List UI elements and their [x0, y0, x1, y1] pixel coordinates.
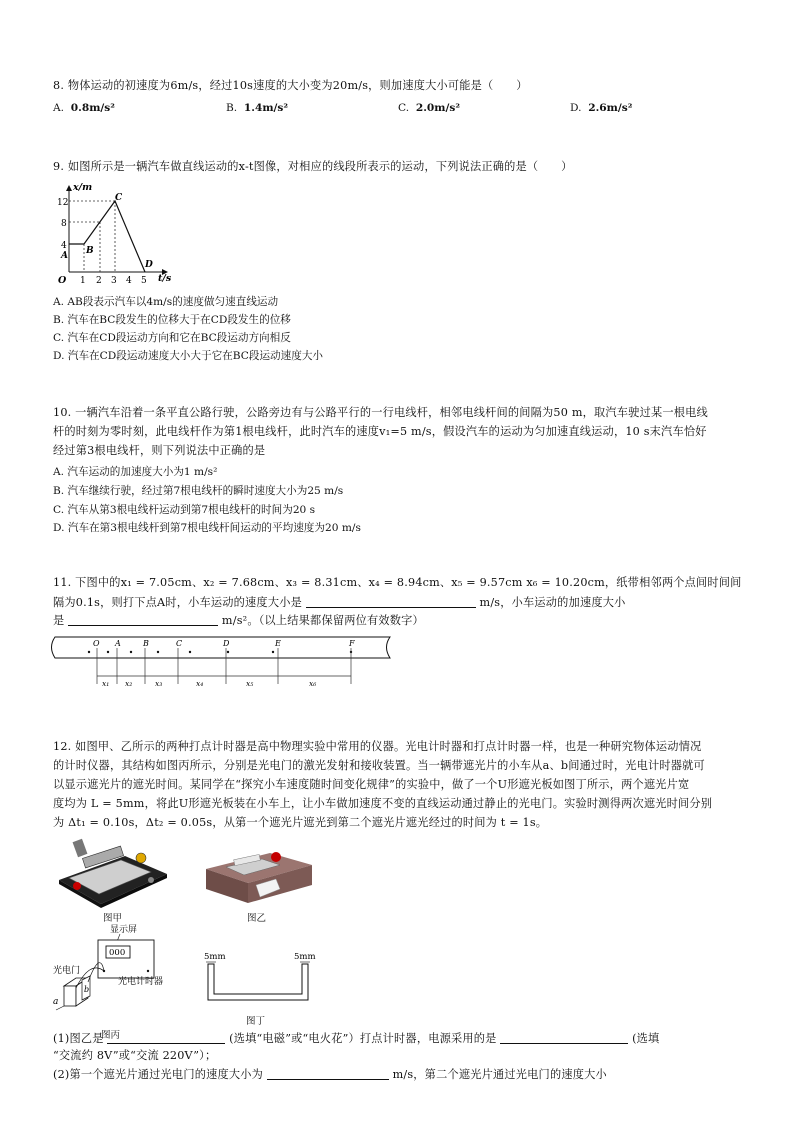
x-tick-5: 5 [141, 276, 147, 286]
q12-sub1-line-2: “交流约 8V”或“交流 220V”）； [53, 1049, 217, 1062]
electromagnetic-timer-image [55, 838, 170, 910]
tape-seg-x4: x₄ [196, 679, 204, 688]
y-tick-8: 8 [61, 219, 67, 229]
tape-seg-x1: x₁ [102, 679, 110, 688]
q11-line-1: 11. 下图中的x₁ = 7.05cm、x₂ = 7.68cm、x₃ = 8.31cm、x₄ = 8.94cm、x₅ = 9.57cm x₆ = 10.20cm，纸带相邻两个点间时间间 [53, 576, 742, 589]
tape-dot [107, 651, 109, 653]
x-tick-4: 4 [126, 276, 132, 286]
y-axis-label: x/m [73, 182, 93, 193]
option-letter: D. [570, 102, 582, 114]
x-tick-1: 1 [80, 276, 86, 286]
q9-option-c[interactable]: C. 汽车在CD段运动方向和它在BC段运动方向相反 [53, 332, 291, 344]
paper-tape [52, 637, 391, 658]
tape-seg-x3: x₃ [155, 679, 163, 688]
sub2-tail: m/s，第二个遮光片通过光电门的速度大小 [392, 1068, 607, 1081]
q12-line-2: 的计时仪器，其结构如图丙所示，分别是光电门的激光发射和接收装置。当一辆带遮光片的小车从a、b间通过时，光电计时器就可 [53, 759, 705, 772]
photo-timer-label: 光电计时器 [118, 977, 164, 987]
q9-option-b[interactable]: B. 汽车在BC段发生的位移大于在CD段发生的位移 [53, 314, 291, 326]
q10-option-d[interactable]: D. 汽车在第3根电线杆到第7根电线杆间运动的平均速度为20 m/s [53, 522, 361, 534]
q12-sub1-line [53, 1030, 659, 1046]
gate-a-label: a [53, 997, 59, 1007]
photogate-schematic [50, 920, 180, 1025]
tape-seg-x6: x₆ [309, 679, 317, 688]
q12-line-3: 以显示遮光片的遮光时间。某同学在“探究小车速度随时间变化规律”的实验中，做了一个U形遮光板如图丁所示，两个遮光片宽 [53, 778, 690, 791]
q9-option-d[interactable]: D. 汽车在CD段运动速度大小大于它在BC段运动速度大小 [53, 350, 324, 362]
figure-ding-caption: 图丁 [246, 1016, 266, 1027]
q9-stem: 9. 如图所示是一辆汽车做直线运动的x-t图像，对相应的线段所表示的运动，下列说法正确的是（ ） [53, 160, 573, 173]
sub2-text: (2)第一个遮光片通过光电门的速度大小为 [53, 1068, 264, 1081]
width-label-left: 5mm [204, 952, 226, 962]
q11-line-2-text: 隔为0.1s，则打下点A时，小车运动的速度大小是 [53, 596, 302, 609]
point-a-label: A [61, 251, 68, 261]
q10-line-2: 杆的时刻为零时刻，此电线杆作为第1根电线杆，此时汽车的速度v₁=5 m/s，假设汽车的运动为匀加速直线运动，10 s末汽车恰好 [53, 425, 707, 438]
q10-option-b[interactable]: B. 汽车继续行驶，经过第7根电线杆的瞬时速度大小为25 m/s [53, 485, 344, 497]
q8-option-c[interactable] [398, 102, 460, 114]
point-b-label: B [86, 246, 94, 256]
y-tick-4: 4 [61, 241, 67, 251]
figure-bing-caption: 图丙 [101, 1030, 121, 1041]
tape-seg-x2: x₂ [125, 679, 133, 688]
tape-dot [88, 651, 90, 653]
u-shading-plate [196, 944, 326, 1008]
tape-dot [130, 651, 132, 653]
y-tick-12: 12 [57, 198, 69, 208]
option-letter: A. [53, 102, 65, 114]
option-value: 2.0m/s² [415, 102, 460, 114]
tape-label-e: E [275, 639, 281, 648]
q10-line-1: 10. 一辆汽车沿着一条平直公路行驶，公路旁边有与公路平行的一行电线杆，相邻电线杆间的间隔为50 m，取汽车驶过某一根电线 [53, 406, 708, 419]
sub1-middle: (选填“电磁”或“电火花”）打点计时器，电源采用的是 [229, 1032, 497, 1045]
paper-tape-figure [45, 634, 395, 690]
display-readout: 000 [109, 948, 126, 958]
photogate-label: 光电门 [53, 966, 81, 976]
spark-timer-image [200, 845, 315, 905]
figure-yi-caption: 图乙 [247, 913, 267, 924]
tape-seg-x5: x₅ [246, 679, 254, 688]
q10-option-c[interactable]: C. 汽车从第3根电线杆运动到第7根电线杆的时间为20 s [53, 504, 316, 516]
tape-label-b: B [143, 639, 149, 648]
width-label-right: 5mm [294, 952, 316, 962]
xt-graph [55, 178, 175, 288]
q8-option-d[interactable] [570, 102, 632, 114]
q11-line-3-tail: m/s²。（以上结果都保留两位有效数字） [221, 614, 424, 627]
q11-line-3 [53, 612, 424, 628]
x-tick-3: 3 [111, 276, 117, 286]
answer-blank-power-supply[interactable] [500, 1031, 628, 1044]
option-value: 0.8m/s² [70, 102, 115, 114]
tape-label-c: C [176, 639, 183, 648]
tape-label-f: F [349, 639, 355, 648]
tape-label-o: O [93, 639, 100, 648]
q12-line-4: 度均为 L = 5mm，将此U形遮光板装在小车上，让小车做加速度不变的直线运动通过静止的光电门。实验时测得两次遮光时间分别 [53, 797, 713, 810]
answer-blank-timer-type[interactable] [107, 1031, 225, 1044]
tape-dot [272, 651, 274, 653]
q11-line-2-tail: m/s，小车运动的加速度大小 [479, 596, 626, 609]
q8-option-b[interactable] [226, 102, 288, 114]
tape-label-d: D [223, 639, 230, 648]
x-axis-label: t/s [158, 273, 172, 284]
option-letter: B. [226, 102, 238, 114]
option-value: 1.4m/s² [243, 102, 289, 114]
origin-label: O [58, 275, 67, 286]
xt-polyline [69, 201, 145, 272]
sub1-text: (1)图乙是 [53, 1032, 104, 1045]
q10-line-3: 经过第3根电线杆，则下列说法中正确的是 [53, 444, 266, 457]
q12-line-1: 12. 如图甲、乙所示的两种打点计时器是高中物理实验中常用的仪器。光电计时器和打点计时器一样，也是一种研究物体运动情况 [53, 740, 702, 753]
option-letter: C. [398, 102, 410, 114]
point-c-label: C [115, 193, 123, 203]
option-value: 2.6m/s² [588, 102, 633, 114]
answer-blank-speed-a[interactable] [306, 595, 476, 608]
tape-label-a: A [115, 639, 121, 648]
tape-dot [189, 651, 191, 653]
q11-line-3-text: 是 [53, 614, 65, 627]
x-tick-2: 2 [96, 276, 102, 286]
gate-b-label: b [84, 985, 90, 994]
q9-option-a[interactable]: A. AB段表示汽车以4m/s的速度做匀速直线运动 [53, 296, 279, 308]
point-d-label: D [145, 260, 153, 270]
sub1-tail: (选填 [632, 1032, 660, 1045]
q8-option-a[interactable] [53, 102, 115, 114]
tape-dot [227, 651, 229, 653]
q12-sub2-line [53, 1066, 607, 1082]
q12-line-5: 为 Δt₁ = 0.10s，Δt₂ = 0.05s，从第一个遮光片遮光到第二个遮光片遮光经过的时间为 t = 1s。 [53, 816, 548, 829]
q10-option-a[interactable]: A. 汽车运动的加速度大小为1 m/s² [53, 466, 218, 478]
q11-line-2 [53, 594, 626, 610]
figure-jia-caption: 图甲 [103, 913, 123, 924]
answer-blank-v1[interactable] [267, 1067, 389, 1080]
answer-blank-acceleration[interactable] [68, 613, 218, 626]
display-screen-label: 显示屏 [110, 925, 138, 935]
q8-stem: 8. 物体运动的初速度为6m/s，经过10s速度的大小变为20m/s，则加速度大小可能是（ ） [53, 79, 528, 92]
tape-dot [157, 651, 159, 653]
